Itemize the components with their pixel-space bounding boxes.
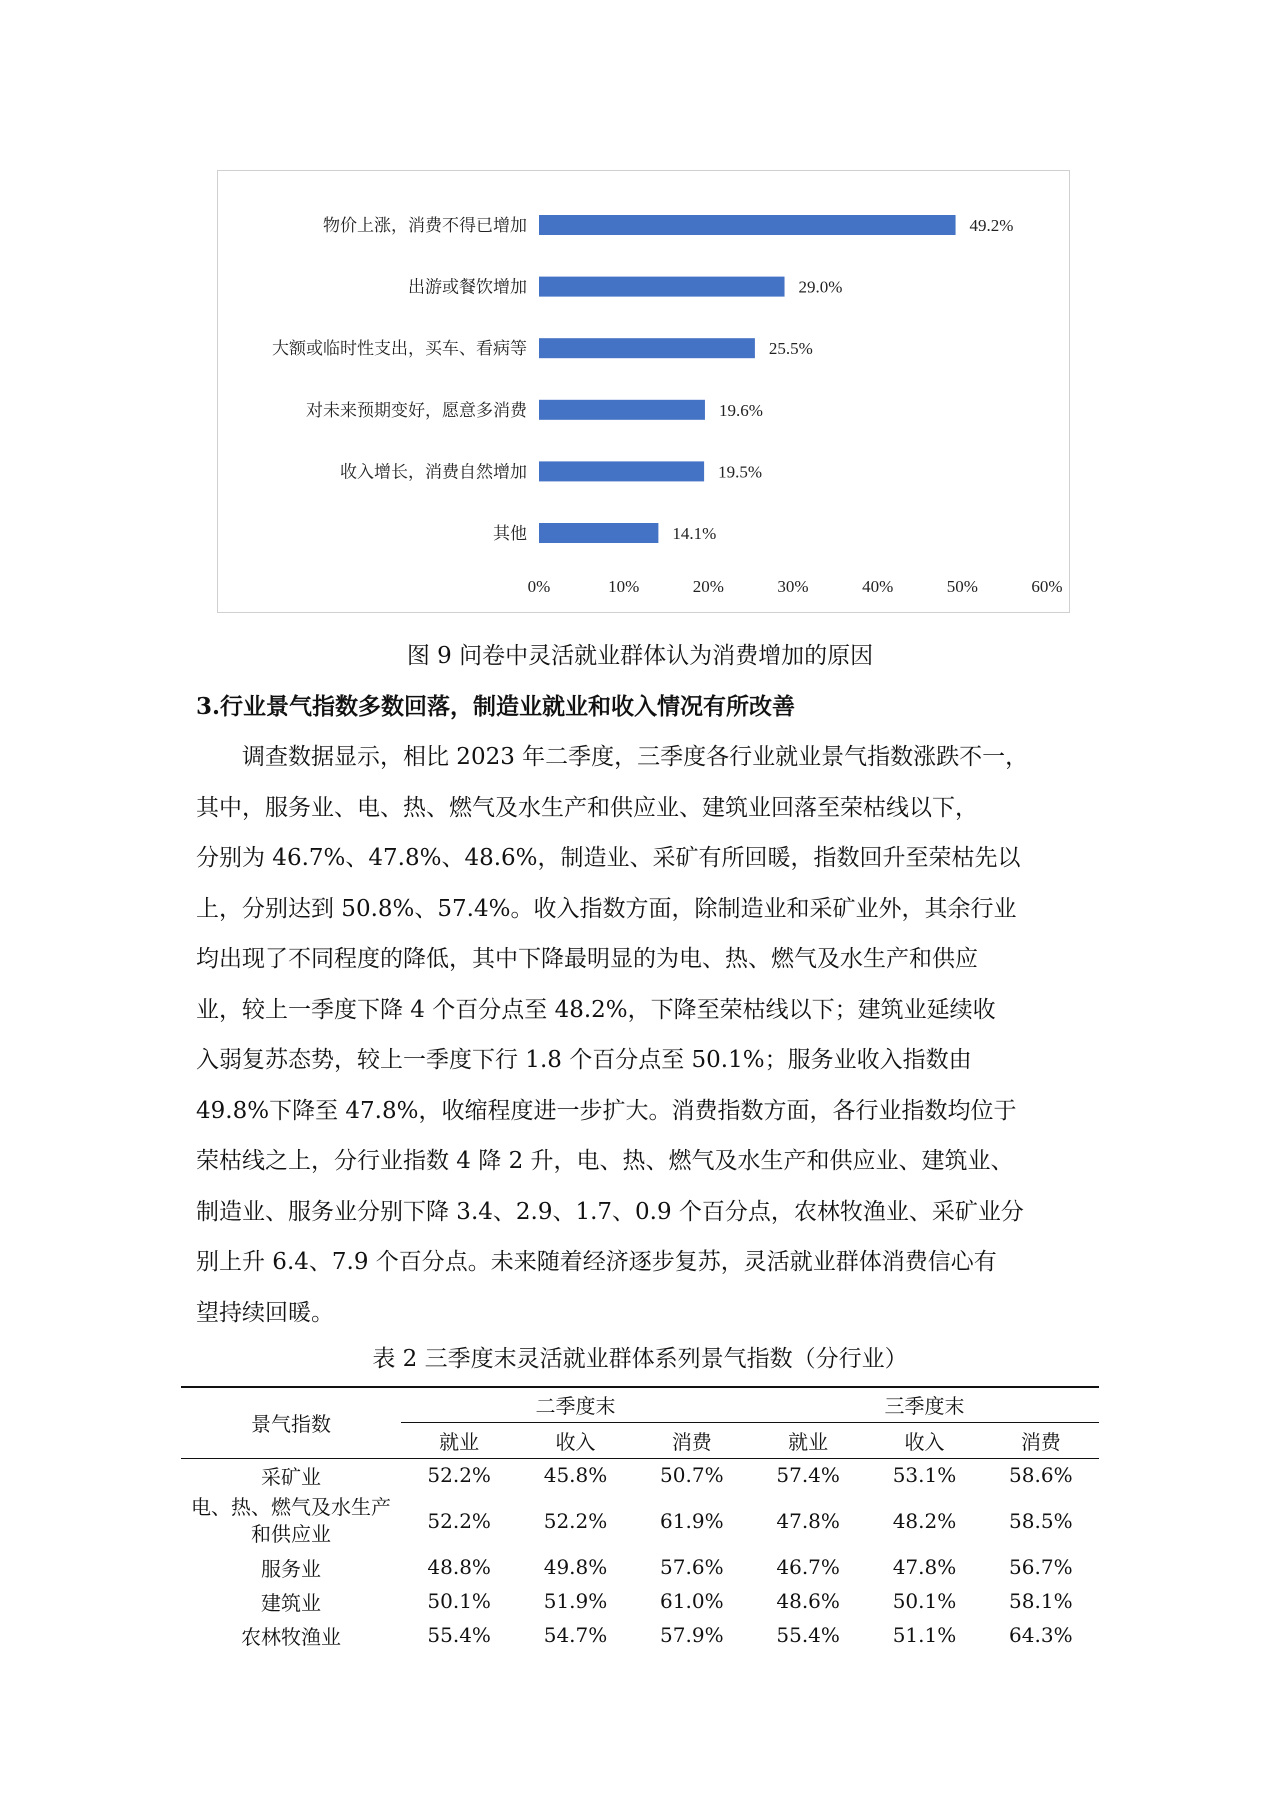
table-title: 表 2 三季度末灵活就业群体系列景气指数（分行业） <box>372 1346 908 1372</box>
table-row <box>181 1458 1099 1492</box>
table-cell: 56.7% <box>1009 1555 1073 1579</box>
x-tick-label: 30% <box>777 577 809 596</box>
x-tick-label: 50% <box>946 577 978 596</box>
table-cell: 51.9% <box>543 1589 608 1613</box>
table-cell: 57.4% <box>776 1463 840 1488</box>
bar <box>539 215 956 235</box>
table-row <box>181 1618 1099 1652</box>
table-cell: 61.0% <box>660 1589 724 1613</box>
paragraph-line: 制造业、服务业分别下降 3.4、2.9、1.7、0.9 个百分点，农林牧渔业、采矿业分 <box>196 1198 1024 1225</box>
data-label: 29.0% <box>798 277 843 297</box>
table-cell: 50.7% <box>660 1463 724 1488</box>
table-subheader: 就业 <box>439 1429 480 1454</box>
paragraph-line: 其中，服务业、电、热、燃气及水生产和供应业、建筑业回落至荣枯线以下， <box>196 794 978 821</box>
table-row-label: 农林牧渔业 <box>241 1624 341 1649</box>
category-label: 大额或临时性支出，买车、看病等 <box>272 339 527 360</box>
body-paragraph <box>196 732 1096 1338</box>
paragraph-line: 调查数据显示，相比 2023 年二季度，三季度各行业就业景气指数涨跌不一， <box>242 744 1029 770</box>
table-cell: 48.2% <box>892 1509 957 1533</box>
category-label: 物价上涨，消费不得已增加 <box>323 216 527 236</box>
x-tick-label: 20% <box>692 577 724 596</box>
paragraph-line: 上，分别达到 50.8%、57.4%。收入指数方面，除制造业和采矿业外，其余行业 <box>196 895 1017 922</box>
table-row <box>181 1550 1099 1584</box>
data-label: 19.6% <box>718 400 763 420</box>
table-cell: 52.2% <box>427 1463 491 1488</box>
table-cell: 51.1% <box>892 1623 957 1647</box>
paragraph-line: 望持续回暖。 <box>196 1299 334 1326</box>
x-tick-label: 0% <box>527 577 551 596</box>
table-subheader: 收入 <box>555 1429 596 1454</box>
category-label: 出游或餐饮增加 <box>408 277 527 298</box>
x-tick-label: 40% <box>862 577 894 596</box>
category-label: 收入增长，消费自然增加 <box>340 462 527 483</box>
table-row-label-line: 和供应业 <box>251 1522 331 1546</box>
table-subheader: 就业 <box>788 1429 829 1454</box>
paragraph-line: 入弱复苏态势，较上一季度下行 1.8 个百分点至 50.1%；服务业收入指数由 <box>196 1047 972 1073</box>
index-table <box>181 1386 1099 1652</box>
bar-chart <box>217 170 1070 613</box>
table-cell: 58.1% <box>1009 1589 1073 1613</box>
table-row <box>181 1584 1099 1618</box>
table-cell: 58.5% <box>1009 1509 1073 1533</box>
section-heading: 3.行业景气指数多数回落，制造业就业和收入情况有所改善 <box>196 693 796 720</box>
table-subheader: 消费 <box>671 1429 712 1454</box>
table-cell: 47.8% <box>776 1509 840 1533</box>
table-row-label <box>181 1492 401 1550</box>
table-cell: 50.1% <box>427 1589 491 1613</box>
paragraph-line: 分别为 46.7%、47.8%、48.6%，制造业、采矿有所回暖，指数回升至荣枯先以 <box>196 845 1021 871</box>
bar <box>539 338 755 358</box>
paragraph-line: 均出现了不同程度的降低，其中下降最明显的为电、热、燃气及水生产和供应 <box>196 946 978 972</box>
chart-svg <box>218 171 1071 614</box>
x-tick-label: 60% <box>1031 577 1063 596</box>
table-cell: 52.2% <box>543 1509 608 1533</box>
table-row-label: 采矿业 <box>261 1464 321 1489</box>
table-cell: 49.8% <box>543 1555 608 1579</box>
category-label: 对未来预期变好，愿意多消费 <box>306 400 527 421</box>
data-label: 19.5% <box>718 462 763 482</box>
category-label: 其他 <box>493 524 527 544</box>
table-cell: 52.2% <box>427 1509 491 1533</box>
table-cell: 47.8% <box>892 1555 957 1579</box>
paragraph-line: 别上升 6.4、7.9 个百分点。未来随着经济逐步复苏，灵活就业群体消费信心有 <box>196 1249 997 1275</box>
table-group-header: 二季度末 <box>401 1387 750 1422</box>
table-cell: 54.7% <box>543 1623 608 1647</box>
paragraph-line: 业，较上一季度下降 4 个百分点至 48.2%，下降至荣枯线以下；建筑业延续收 <box>196 996 996 1023</box>
table-row-label: 建筑业 <box>261 1590 321 1615</box>
paragraph-line: 49.8%下降至 47.8%，收缩程度进一步扩大。消费指数方面，各行业指数均位于 <box>196 1097 1017 1124</box>
table-cell: 57.6% <box>660 1555 724 1579</box>
table-subheader: 消费 <box>1020 1429 1061 1454</box>
bar <box>539 277 785 297</box>
table-cell: 57.9% <box>660 1623 724 1647</box>
table-cell: 58.6% <box>1009 1463 1073 1488</box>
table-cell: 61.9% <box>660 1509 724 1533</box>
data-label: 25.5% <box>768 339 813 359</box>
figure-caption: 图 9 问卷中灵活就业群体认为消费增加的原因 <box>406 643 874 669</box>
table-cell: 48.8% <box>427 1555 491 1579</box>
table-cell: 48.6% <box>776 1589 840 1613</box>
table-row-label-line: 电、热、燃气及水生产 <box>191 1495 391 1519</box>
table-cell: 55.4% <box>776 1623 840 1647</box>
data-label: 14.1% <box>672 524 717 543</box>
table-cell: 64.3% <box>1009 1623 1073 1647</box>
table-group-header: 三季度末 <box>750 1387 1099 1422</box>
paragraph-line: 荣枯线之上，分行业指数 4 降 2 升，电、热、燃气及水生产和供应业、建筑业、 <box>196 1148 1014 1174</box>
bar <box>539 400 705 420</box>
table-row-label: 服务业 <box>261 1556 321 1581</box>
table-cell: 53.1% <box>892 1463 957 1488</box>
data-label: 49.2% <box>969 216 1014 235</box>
table-subheader: 收入 <box>904 1429 945 1454</box>
bar <box>539 523 658 543</box>
table-cell: 50.1% <box>892 1589 957 1613</box>
table-row <box>181 1492 1099 1550</box>
table-cell: 55.4% <box>427 1623 491 1647</box>
table-cell: 45.8% <box>543 1463 608 1488</box>
table-row-header: 景气指数 <box>251 1412 331 1437</box>
table-cell: 46.7% <box>776 1555 840 1579</box>
bar <box>539 461 704 481</box>
x-tick-label: 10% <box>608 577 640 596</box>
